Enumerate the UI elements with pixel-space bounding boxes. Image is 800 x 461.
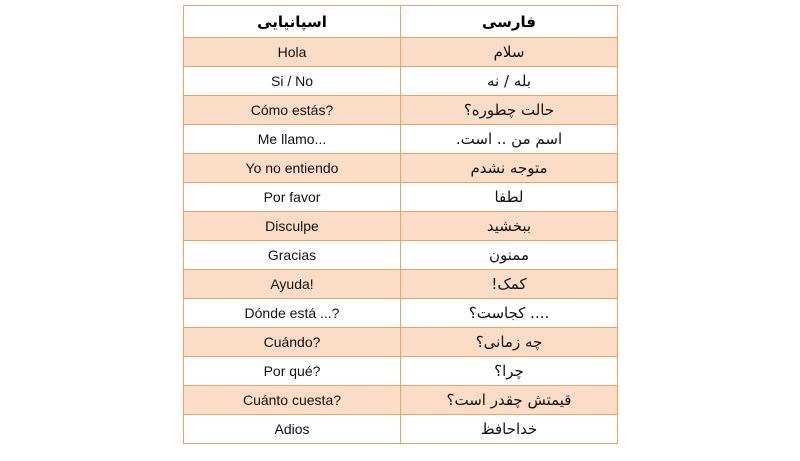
persian-cell: لطفا <box>401 183 618 212</box>
persian-cell: خداحافظ <box>401 415 618 444</box>
persian-cell: ببخشید <box>401 212 618 241</box>
spanish-cell: Si / No <box>184 67 401 96</box>
persian-cell: متوجه نشدم <box>401 154 618 183</box>
table-row <box>184 154 618 183</box>
header-persian: فارسی <box>401 6 618 38</box>
table-row <box>184 212 618 241</box>
persian-cell: چه زمانی؟ <box>401 328 618 357</box>
spanish-cell: Adios <box>184 415 401 444</box>
table-row <box>184 183 618 212</box>
table-row <box>184 96 618 125</box>
persian-cell: چرا؟ <box>401 357 618 386</box>
spanish-cell: Gracias <box>184 241 401 270</box>
table-body <box>184 38 618 444</box>
spanish-cell: Dónde está ...? <box>184 299 401 328</box>
vocabulary-table <box>183 5 618 444</box>
spanish-cell: Yo no entiendo <box>184 154 401 183</box>
spanish-cell: Cuánto cuesta? <box>184 386 401 415</box>
table-row <box>184 67 618 96</box>
header-row <box>184 6 618 38</box>
spanish-cell: Me llamo... <box>184 125 401 154</box>
spanish-cell: Por favor <box>184 183 401 212</box>
spanish-cell: Hola <box>184 38 401 67</box>
header-spanish: اسپانیایی <box>184 6 401 38</box>
persian-cell: سلام <box>401 38 618 67</box>
table-header <box>184 6 618 38</box>
table-row <box>184 125 618 154</box>
table-row <box>184 270 618 299</box>
spanish-cell: Cuándo? <box>184 328 401 357</box>
table-row <box>184 328 618 357</box>
persian-cell: ممنون <box>401 241 618 270</box>
table-row <box>184 299 618 328</box>
spanish-cell: Ayuda! <box>184 270 401 299</box>
persian-cell: .... کجاست؟ <box>401 299 618 328</box>
spanish-cell: Por qué? <box>184 357 401 386</box>
table-row <box>184 357 618 386</box>
spanish-cell: Cómo estás? <box>184 96 401 125</box>
persian-cell: کمک! <box>401 270 618 299</box>
table-row <box>184 415 618 444</box>
persian-cell: حالت چطوره؟ <box>401 96 618 125</box>
persian-cell: اسم من .. است. <box>401 125 618 154</box>
persian-cell: بله / نه <box>401 67 618 96</box>
persian-cell: قیمتش چقدر است؟ <box>401 386 618 415</box>
table-row <box>184 241 618 270</box>
spanish-cell: Disculpe <box>184 212 401 241</box>
table-row <box>184 38 618 67</box>
table-row <box>184 386 618 415</box>
